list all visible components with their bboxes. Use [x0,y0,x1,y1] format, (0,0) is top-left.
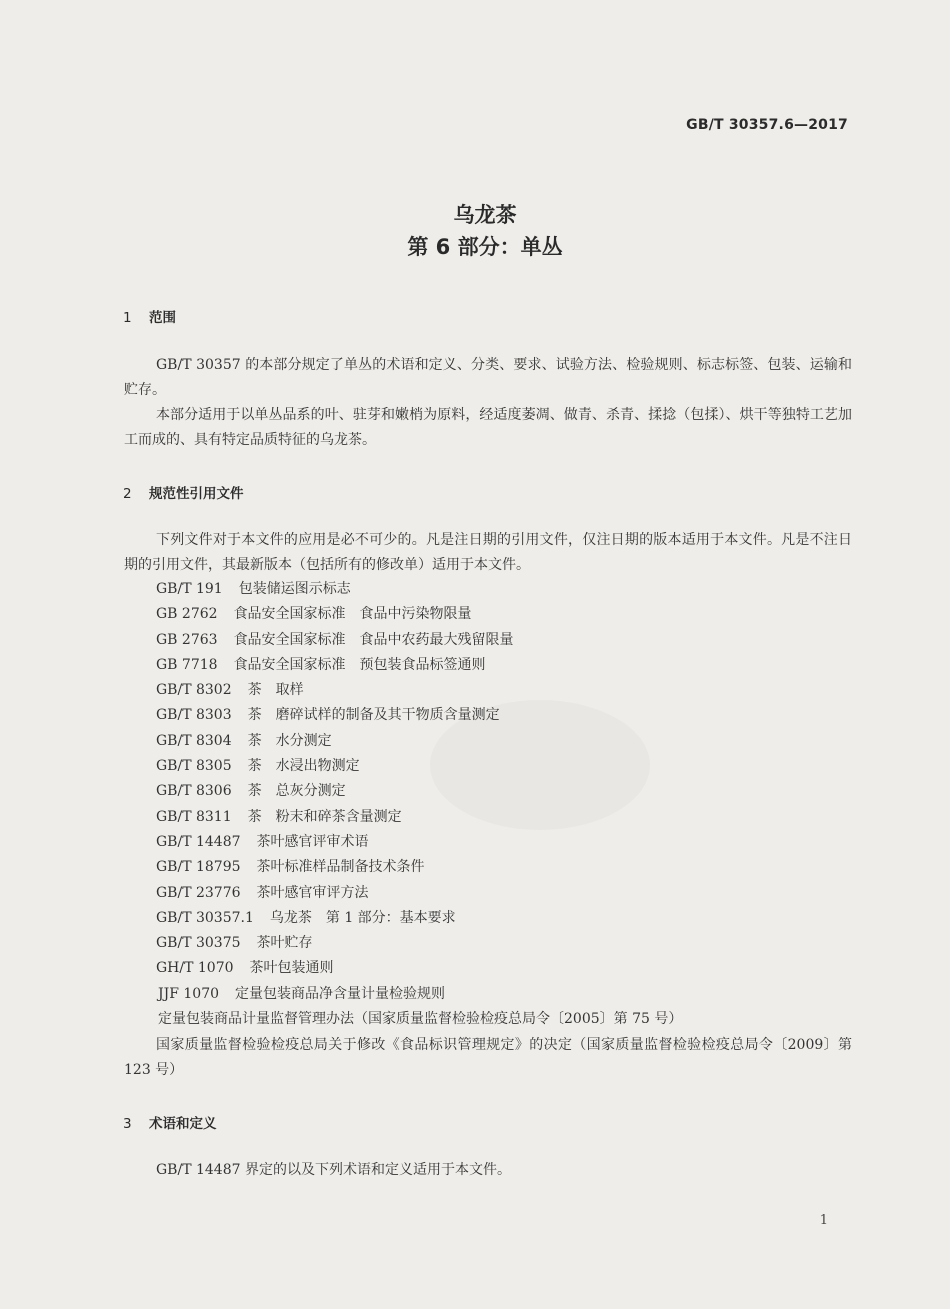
reference-title: 茶 水浸出物测定 [247,758,360,775]
reference-item [158,1007,682,1032]
section-number: 1 [123,310,132,326]
title-main: 乌龙茶 [453,203,517,227]
reference-item [156,653,682,678]
section-heading-normative-references [123,482,244,502]
reference-title: 包装储运图示标志 [238,581,351,597]
reference-item [156,754,682,779]
reference-list [156,577,682,1032]
reference-code: GB/T 23776 [156,884,241,901]
section-number: 2 [123,486,132,502]
reference-title: 食品安全国家标准 食品中农药最大残留限量 [233,631,514,648]
section-number: 3 [123,1116,132,1132]
section-heading-terms-definitions [123,1112,217,1132]
reference-code: GB/T 8303 [156,707,232,724]
reference-code: GB/T 8304 [156,732,232,749]
reference-title: 茶叶贮存 [256,935,313,952]
reference-code: GB 2762 [156,606,218,623]
reference-item [156,678,682,703]
page-number: 1 [819,1213,828,1228]
reference-item [156,931,682,956]
reference-item [158,982,682,1007]
reference-item [156,628,682,653]
reference-title: 定量包装商品计量监督管理办法（国家质量监督检验检疫总局令〔2005〕第 75 号） [158,1011,683,1028]
reference-item [156,881,682,906]
section-title: 范围 [149,310,176,326]
section-title: 规范性引用文件 [149,486,244,502]
reference-title: 茶 取样 [247,682,304,699]
reference-title: 茶叶包装通则 [249,960,334,977]
reference-title: 乌龙茶 第 1 部分：基本要求 [269,909,456,926]
reference-title: 定量包装商品净含量计量检验规则 [235,985,446,1002]
reference-code: GB 2763 [156,631,218,648]
reference-item [156,729,682,754]
reference-code: GB/T 30357.1 [156,909,254,926]
reference-title: 食品安全国家标准 食品中污染物限量 [233,606,472,623]
title-part: 第 6 部分：单丛 [407,235,563,259]
reference-item [156,830,682,855]
reference-item [156,956,682,981]
reference-code: GB/T 191 [156,581,223,597]
paragraph: GB/T 30357 的本部分规定了单丛的术语和定义、分类、要求、试验方法、检验规则、标志标签、包装、运输和贮存。 [124,357,852,398]
section-heading-scope [123,306,176,326]
reference-item [156,577,682,602]
reference-title: 茶 粉末和碎茶含量测定 [247,808,402,825]
reference-item [156,855,682,880]
section-title: 术语和定义 [149,1116,217,1132]
paragraph: 本部分适用于以单丛品系的叶、驻芽和嫩梢为原料，经适度萎凋、做青、杀青、揉捻（包揉）、烘干等独特工艺加工而成的、具有特定品质特征的乌龙茶。 [124,407,852,448]
reference-title: 茶 水分测定 [247,732,332,749]
reference-item [156,805,682,830]
reference-title: 茶 磨碎试样的制备及其干物质含量测定 [247,707,500,724]
reference-code: GB 7718 [156,656,218,673]
reference-code: GB/T 8311 [156,808,232,825]
reference-title: 茶 总灰分测定 [247,783,346,800]
reference-item [156,703,682,728]
reference-item [156,602,682,627]
reference-code: JJF 1070 [158,985,220,1002]
standard-code: GB/T 30357.6—2017 [686,117,848,133]
reference-code: GB/T 8306 [156,783,232,800]
reference-code: GB/T 14487 [156,833,241,850]
paragraph: 国家质量监督检验检疫总局关于修改《食品标识管理规定》的决定（国家质量监督检验检疫总局令〔2009〕第 123 号） [124,1037,852,1078]
reference-item [156,906,682,931]
reference-title: 茶叶感官审评方法 [256,884,369,901]
reference-title: 茶叶标准样品制备技术条件 [256,859,425,876]
reference-item [156,779,682,804]
reference-code: GH/T 1070 [156,960,234,977]
reference-code: GB/T 18795 [156,859,241,876]
reference-code: GB/T 30375 [156,935,241,952]
reference-title: 食品安全国家标准 预包装食品标签通则 [233,656,486,673]
paragraph: 下列文件对于本文件的应用是必不可少的。凡是注日期的引用文件，仅注日期的版本适用于本文件。凡是不注日期的引用文件，其最新版本（包括所有的修改单）适用于本文件。 [124,532,852,573]
paragraph: GB/T 14487 界定的以及下列术语和定义适用于本文件。 [156,1162,511,1178]
reference-code: GB/T 8302 [156,682,232,699]
reference-title: 茶叶感官评审术语 [256,833,369,850]
reference-code: GB/T 8305 [156,758,232,775]
